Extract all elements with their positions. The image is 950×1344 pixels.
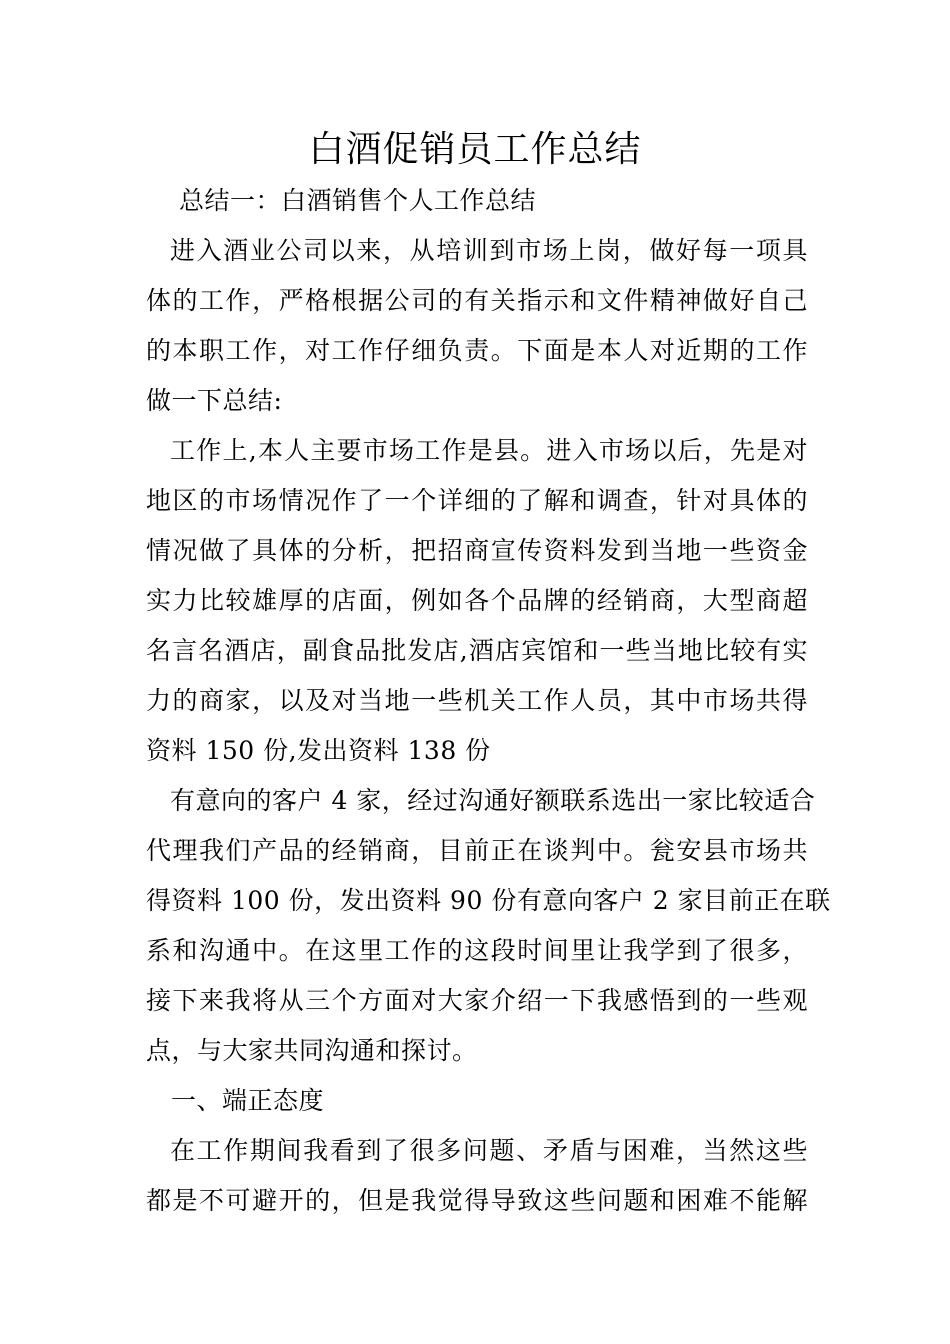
paragraph-line: 做一下总结: bbox=[146, 386, 283, 415]
paragraph-line: 进入酒业公司以来，从培训到市场上岗，做好每一项具 bbox=[170, 236, 808, 265]
paragraph-line: 接下来我将从三个方面对大家介绍一下我感悟到的一些观 bbox=[146, 986, 808, 1015]
paragraph-line: 的本职工作，对工作仔细负责。下面是本人对近期的工作 bbox=[146, 336, 808, 365]
paragraph-line: 实力比较雄厚的店面，例如各个品牌的经销商，大型商超 bbox=[146, 586, 808, 615]
paragraph-line: 资料 150 份,发出资料 138 份 bbox=[146, 736, 491, 765]
paragraph-line: 在工作期间我看到了很多问题、矛盾与困难，当然这些 bbox=[170, 1136, 808, 1165]
paragraph-line: 地区的市场情况作了一个详细的了解和调查，针对具体的 bbox=[146, 486, 808, 515]
section-heading: 一、端正态度 bbox=[171, 1086, 325, 1115]
document-body bbox=[146, 176, 831, 1226]
paragraph-line: 力的商家，以及对当地一些机关工作人员，其中市场共得 bbox=[146, 686, 808, 715]
paragraph-line: 有意向的客户 4 家，经过沟通好额联系选出一家比较适合 bbox=[170, 786, 816, 815]
paragraph-line: 工作上,本人主要市场工作是县。进入市场以后，先是对 bbox=[170, 436, 808, 465]
paragraph-line: 得资料 100 份，发出资料 90 份有意向客户 2 家目前正在联 bbox=[146, 886, 831, 915]
document-title: 白酒促销员工作总结 bbox=[308, 129, 642, 170]
paragraph-line: 体的工作，严格根据公司的有关指示和文件精神做好自己 bbox=[146, 286, 808, 315]
paragraph-line: 系和沟通中。在这里工作的这段时间里让我学到了很多， bbox=[146, 936, 808, 965]
paragraph-line: 代理我们产品的经销商，目前正在谈判中。瓮安县市场共 bbox=[146, 836, 808, 865]
section-heading: 总结一：白酒销售个人工作总结 bbox=[179, 186, 537, 215]
paragraph-line: 都是不可避开的，但是我觉得导致这些问题和困难不能解 bbox=[146, 1186, 808, 1215]
paragraph-line: 名言名酒店，副食品批发店,酒店宾馆和一些当地比较有实 bbox=[146, 636, 808, 665]
paragraph-line: 点，与大家共同沟通和探讨。 bbox=[146, 1036, 478, 1065]
paragraph-line: 情况做了具体的分析，把招商宣传资料发到当地一些资金 bbox=[146, 536, 808, 565]
